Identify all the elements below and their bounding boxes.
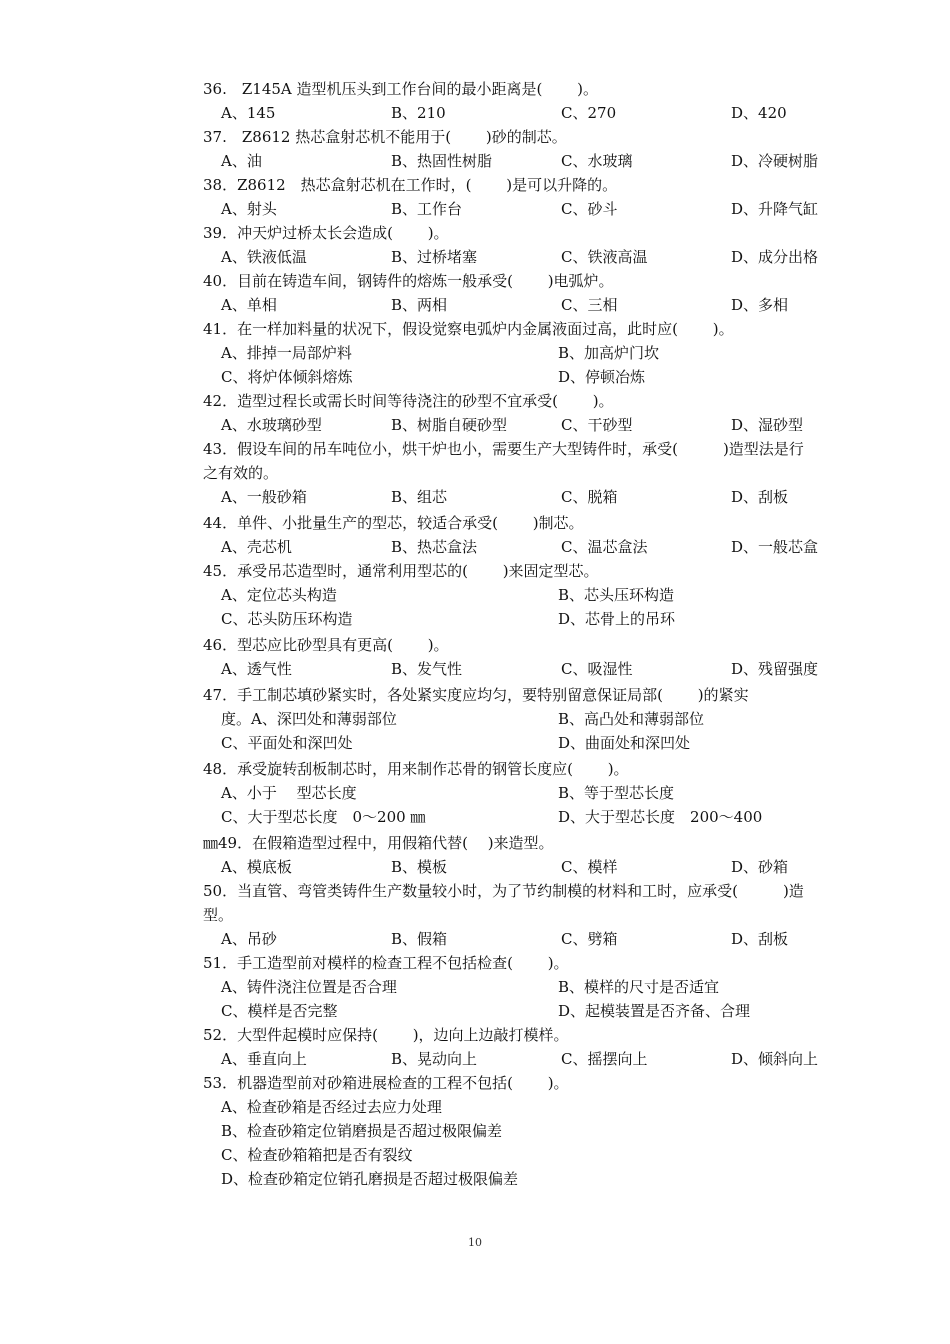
option: D、砂箱 (731, 858, 789, 876)
option: B、模样的尺寸是否适宜 (558, 978, 720, 996)
question-item (203, 559, 863, 631)
options-row (203, 1047, 863, 1071)
option: A、透气性 (221, 660, 292, 678)
option: D、刮板 (731, 930, 789, 948)
option: A、排掉一局部炉料 (221, 344, 352, 362)
question-item (203, 221, 863, 269)
question-text: 40．目前在铸造车间，钢铸件的熔炼一般承受( )电弧炉。 (203, 272, 614, 290)
option: C、摇摆向上 (561, 1050, 648, 1068)
option: A、射头 (221, 200, 277, 218)
option: B、树脂自硬砂型 (391, 416, 508, 434)
option: D、曲面处和深凹处 (558, 734, 691, 752)
question-text: 47．手工制芯填砂紧实时，各处紧实度应均匀，要特别留意保证局部( )的紧实 (203, 686, 749, 704)
question-text: 44．单件、小批量生产的型芯，较适合承受( )制芯。 (203, 514, 584, 532)
options-row (203, 149, 863, 173)
option: C、劈箱 (561, 930, 618, 948)
option: B、晃动向上 (391, 1050, 478, 1068)
question-item (203, 437, 863, 509)
options-row (203, 927, 863, 951)
option: B、210 (391, 104, 446, 122)
question-item (203, 77, 863, 125)
question-text: 41．在一样加料量的状况下，假设觉察电弧炉内金属液面过高，此时应( )。 (203, 320, 734, 338)
question-text: 48．承受旋转刮板制芯时，用来制作芯骨的钢管长度应( )。 (203, 760, 629, 778)
options-row (203, 341, 863, 365)
option: A、145 (221, 104, 276, 122)
question-text-continued: 型。 (203, 906, 234, 924)
option: C、大于型芯长度 0～200 ㎜ (221, 808, 426, 826)
option: D、一般芯盒 (731, 538, 819, 556)
option: A、水玻璃砂型 (221, 416, 322, 434)
question-item (203, 389, 863, 437)
option: B、组芯 (391, 488, 448, 506)
question-text: 53．机器造型前对砂箱进展检查的工程不包括( )。 (203, 1074, 569, 1092)
option: D、多相 (731, 296, 789, 314)
option: C、温芯盒法 (561, 538, 648, 556)
options-row (203, 707, 863, 731)
option: D、湿砂型 (731, 416, 804, 434)
option: C、平面处和深凹处 (221, 734, 353, 752)
question-text: 36. Z145A 造型机压头到工作台间的最小距离是( )。 (203, 80, 598, 98)
option: A、铁液低温 (221, 248, 307, 266)
question-item (203, 1071, 863, 1191)
option: B、等于型芯长度 (558, 784, 675, 802)
option: B、检查砂箱定位销磨损是否超过极限偏差 (221, 1122, 503, 1140)
option: A、小于 型芯长度 (221, 784, 357, 802)
options-row (203, 365, 863, 389)
options-row (203, 657, 863, 681)
question-text: 37. Z8612 热芯盒射芯机不能用于( )砂的制芯。 (203, 128, 567, 146)
option: C、270 (561, 104, 617, 122)
question-text: 43．假设车间的吊车吨位小，烘干炉也小，需要生产大型铸件时，承受( )造型法是行 (203, 440, 804, 458)
options-row (203, 999, 863, 1023)
question-text: 51．手工造型前对模样的检查工程不包括检查( )。 (203, 954, 569, 972)
option: B、两相 (391, 296, 448, 314)
option: B、芯头压环构造 (558, 586, 675, 604)
question-item (203, 173, 863, 221)
question-item (203, 269, 863, 317)
option: B、加高炉门坎 (558, 344, 660, 362)
option: B、热固性树脂 (391, 152, 493, 170)
options-row (203, 485, 863, 509)
option: A、模底板 (221, 858, 292, 876)
option: C、三相 (561, 296, 618, 314)
option: A、吊砂 (221, 930, 277, 948)
options-row (203, 607, 863, 631)
options-row (203, 245, 863, 269)
option: B、假箱 (391, 930, 448, 948)
question-list (203, 77, 863, 1191)
question-item (203, 683, 863, 755)
option: B、发气性 (391, 660, 463, 678)
question-item (203, 1023, 863, 1071)
option: A、检查砂箱是否经过去应力处理 (221, 1098, 442, 1116)
option: B、热芯盒法 (391, 538, 478, 556)
option: D、停顿冶炼 (558, 368, 646, 386)
option: D、大于型芯长度 200～400 (558, 808, 763, 826)
options-row (203, 197, 863, 221)
options-row (203, 855, 863, 879)
page-number: 10 (468, 1236, 482, 1249)
option: B、模板 (391, 858, 448, 876)
option: D、升降气缸 (731, 200, 819, 218)
question-item (203, 125, 863, 173)
option: C、水玻璃 (561, 152, 633, 170)
question-item (203, 511, 863, 559)
question-text: 38．Z8612 热芯盒射芯机在工作时，( )是可以升降的。 (203, 176, 618, 194)
options-row (203, 731, 863, 755)
options-row (203, 805, 863, 829)
option: A、定位芯头构造 (221, 586, 337, 604)
question-text: 42．造型过程长或需长时间等待浇注的砂型不宜承受( )。 (203, 392, 614, 410)
option: D、倾斜向上 (731, 1050, 819, 1068)
option: D、起模装置是否齐备、合理 (558, 1002, 751, 1020)
question-text: 46．型芯应比砂型具有更高( )。 (203, 636, 449, 654)
option: A、油 (221, 152, 262, 170)
option: 度。A、深凹处和薄弱部位 (221, 710, 397, 728)
question-text: 39．冲天炉过桥太长会造成( )。 (203, 224, 449, 242)
option: C、铁液高温 (561, 248, 648, 266)
option: C、干砂型 (561, 416, 633, 434)
question-text: ㎜49．在假箱造型过程中，用假箱代替( )来造型。 (203, 834, 554, 852)
question-text: 45．承受吊芯造型时，通常利用型芯的( )来固定型芯。 (203, 562, 599, 580)
options-row (203, 535, 863, 559)
options-row (203, 975, 863, 999)
option: D、刮板 (731, 488, 789, 506)
option: D、检查砂箱定位销孔磨损是否超过极限偏差 (221, 1170, 519, 1188)
options-row (203, 101, 863, 125)
question-item (203, 757, 863, 829)
option: D、成分出格 (731, 248, 819, 266)
option: C、模样 (561, 858, 618, 876)
option: A、壳芯机 (221, 538, 292, 556)
option: A、垂直向上 (221, 1050, 307, 1068)
option: C、脱箱 (561, 488, 618, 506)
option: C、模样是否完整 (221, 1002, 338, 1020)
question-item (203, 951, 863, 1023)
option: D、420 (731, 104, 787, 122)
option: C、将炉体倾斜熔炼 (221, 368, 353, 386)
option: A、一般砂箱 (221, 488, 307, 506)
question-item (203, 879, 863, 951)
question-item (203, 633, 863, 681)
option: D、芯骨上的吊环 (558, 610, 676, 628)
option: D、残留强度 (731, 660, 819, 678)
options-row (203, 583, 863, 607)
option: C、砂斗 (561, 200, 618, 218)
question-text: 52．大型件起模时应保持( )，边向上边敲打模样。 (203, 1026, 569, 1044)
option: C、检查砂箱箱把是否有裂纹 (221, 1146, 413, 1164)
question-item (203, 831, 863, 879)
option: C、吸湿性 (561, 660, 633, 678)
option: B、工作台 (391, 200, 463, 218)
option: A、铸件浇注位置是否合理 (221, 978, 397, 996)
question-item (203, 317, 863, 389)
option: B、高凸处和薄弱部位 (558, 710, 705, 728)
options-row (203, 293, 863, 317)
question-text: 50．当直管、弯管类铸件生产数量较小时，为了节约制模的材料和工时，应承受( )造 (203, 882, 804, 900)
options-row (203, 781, 863, 805)
option: D、冷硬树脂 (731, 152, 819, 170)
option: B、过桥堵塞 (391, 248, 478, 266)
option: C、芯头防压环构造 (221, 610, 353, 628)
options-row (203, 413, 863, 437)
option: A、单相 (221, 296, 277, 314)
question-text-continued: 之有效的。 (203, 464, 279, 482)
